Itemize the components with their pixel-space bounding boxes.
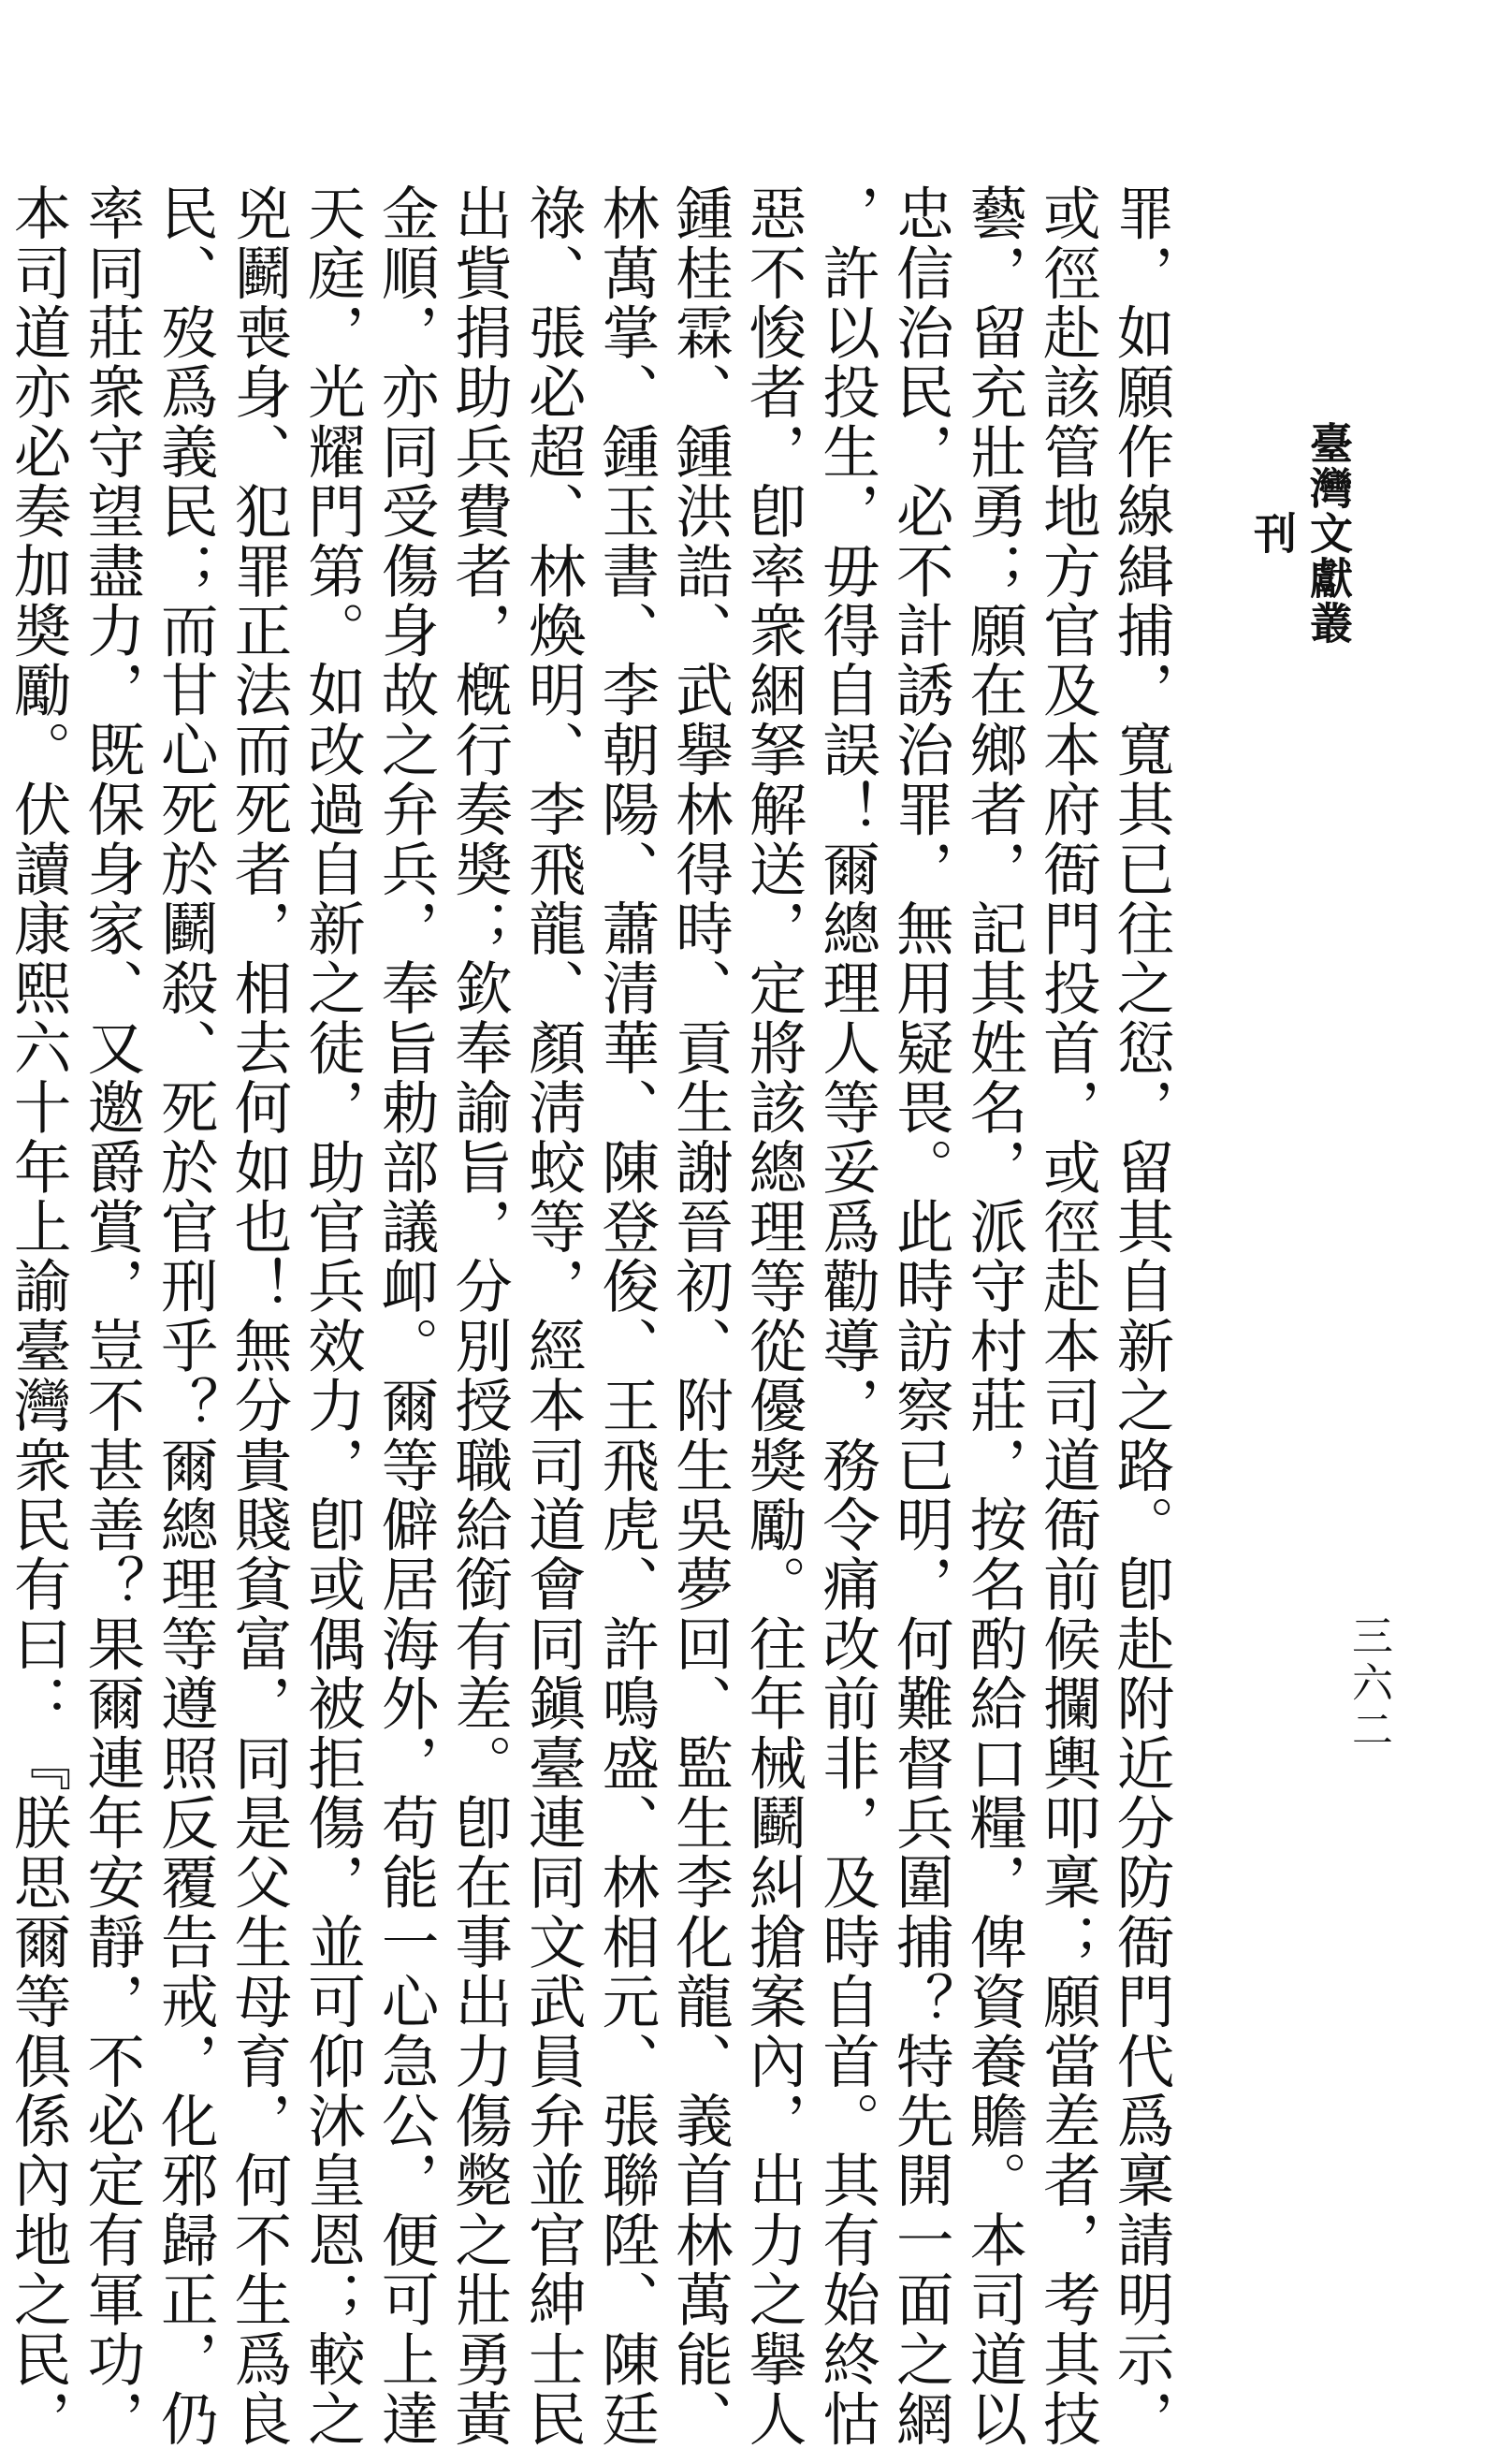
text-line: 藝，留充壯勇；願在鄉者，記其姓名，派守村莊，按名酌給口糧，俾資養贍。本司道以 [959,183,1027,2449]
text-line: 惡不悛者，卽率衆綑拏解送，定將該總理等從優獎勵。往年械鬬糾搶案內，出力之擧人 [739,183,807,2449]
text-line: 林萬掌、鍾玉書、李朝陽、蕭清華、陳登俊、王飛虎、許鳴盛、林相元、張聯陞、陳廷 [591,183,660,2449]
text-line: 忠信治民，必不計誘治罪，無用疑畏。此時訪察已明，何難督兵圍捕？特先開一面之網 [886,183,954,2449]
text-line: 天庭，光耀門第。如改過自新之徒，助官兵效力，卽或偶被拒傷，並可仰沐皇恩；較之 [298,183,366,2449]
text-line: 本司道亦必奏加奬勵。伏讀康熙六十年上諭臺灣衆民有曰：『朕思爾等俱係內地之民， [4,183,72,2449]
text-line: 兇鬬喪身、犯罪正法而死者，相去何如也！無分貴賤貧富，同是父生母育，何不生爲良 [224,183,292,2449]
text-line: 罪，如願作線緝捕，寬其已往之愆，留其自新之路。卽赴附近分防衙門代爲稟請明示， [1107,183,1174,2449]
text-line: 祿、張必超、林煥明、李飛龍、顏淸蛟等，經本司道會同鎭臺連同文武員弁並官紳士民 [518,183,587,2449]
text-line: 出貲捐助兵費者，槪行奏奬；欽奉諭旨，分別授職給銜有差。卽在事出力傷斃之壯勇黃 [444,183,513,2449]
text-line: 民、歿爲義民；而甘心死於鬬殺、死於官刑乎？爾總理等遵照反覆告戒，化邪歸正，仍 [151,183,219,2449]
text-line: 或徑赴該管地方官及本府衙門投首，或徑赴本司道衙前候攔輿叩稟；願當差者，考其技 [1033,183,1101,2449]
text-line: 率同莊衆守望盡力，既保身家、又邀爵賞，豈不甚善？果爾連年安靜，不必定有軍功， [77,183,145,2449]
text-line: 金順，亦同受傷身故之弁兵，奉旨勅部議卹。爾等僻居海外，苟能一心急公，便可上達 [371,183,440,2449]
body-text [4,183,1177,2449]
text-line: ，許以投生，毋得自誤！爾總理人等妥爲勸導，務令痛改前非，及時自首。其有始終怙 [812,183,880,2449]
running-head-title: 臺灣文獻叢刊 [1247,421,1354,646]
page-number: 三六二 [1345,1614,1392,1755]
text-line: 鍾桂霖、鍾洪誥、武擧林得時、貢生謝晉初、附生吳夢回、監生李化龍、義首林萬能、 [665,183,734,2449]
